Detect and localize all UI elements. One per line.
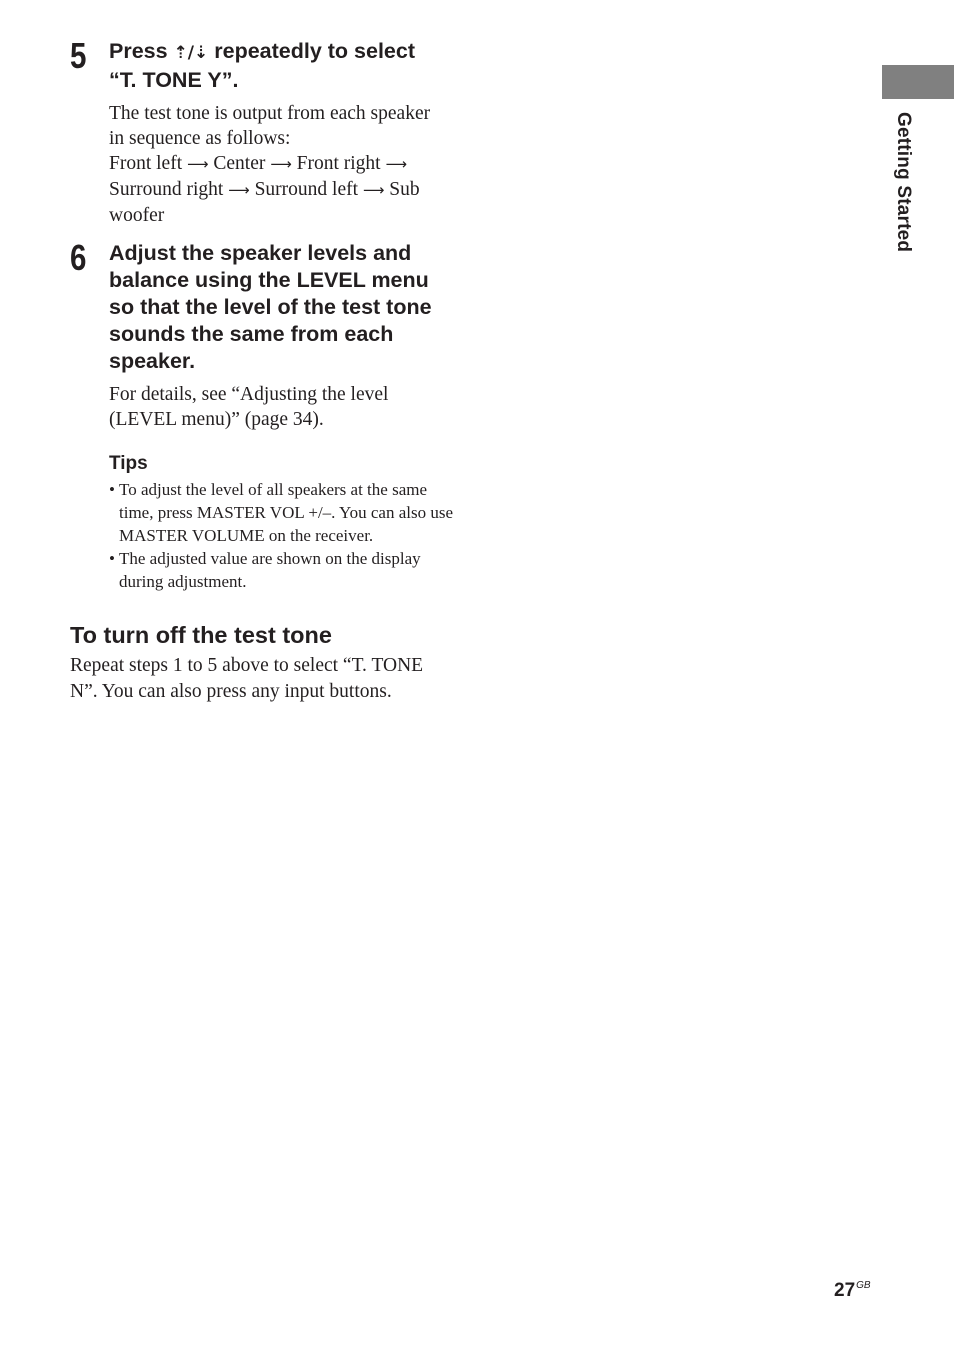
arrow-right-icon: ⟶ bbox=[270, 155, 292, 173]
step-number: 5 bbox=[70, 35, 87, 76]
turn-off-section bbox=[70, 620, 455, 705]
step-6 bbox=[70, 237, 450, 432]
arrow-right-icon: ⟶ bbox=[362, 181, 385, 199]
step-5 bbox=[70, 35, 450, 228]
speaker-sequence: Front left ⟶ Center ⟶ Front right ⟶ Surround right ⟶ Surround left ⟶ Sub woofer bbox=[109, 153, 420, 226]
tips-title: Tips bbox=[109, 453, 148, 474]
step-description bbox=[109, 101, 450, 228]
section-title: To turn off the test tone bbox=[70, 622, 332, 648]
bullet: • bbox=[109, 549, 115, 568]
step-intro: The test tone is output from each speaker in sequence as follows: bbox=[109, 103, 431, 149]
up-down-arrow-icon: ⇡/⇣ bbox=[173, 43, 209, 63]
section-body: Repeat steps 1 to 5 above to select “T. TONE N”. You can also press any input buttons. bbox=[70, 655, 424, 702]
step-heading: Press ⇡/⇣ repeatedly to select “T. TONE Y”. bbox=[109, 39, 415, 92]
tips-list bbox=[109, 478, 454, 593]
section-label: Getting Started bbox=[893, 112, 914, 253]
arrow-right-icon: ⟶ bbox=[228, 181, 250, 199]
list-item: • The adjusted value are shown on the display during adjustment. bbox=[109, 549, 421, 591]
arrow-right-icon: ⟶ bbox=[187, 155, 209, 173]
page-number: $27^{GB}$ bbox=[834, 1280, 871, 1301]
section-tab-marker bbox=[882, 65, 954, 99]
step-number: 6 bbox=[70, 237, 87, 278]
tips-box bbox=[109, 452, 454, 593]
arrow-right-icon: ⟶ bbox=[385, 155, 407, 173]
step-description: For details, see “Adjusting the level (LEVEL menu)” (page 34). bbox=[109, 384, 389, 430]
step-heading: Adjust the speaker levels and balance using the LEVEL menu so that the level of the test tone sounds the same from each speaker. bbox=[109, 241, 432, 373]
bullet: • bbox=[109, 480, 115, 499]
list-item: • To adjust the level of all speakers at the same time, press MASTER VOL +/–. You can also use MASTER VOLUME on the receiver. bbox=[109, 480, 453, 545]
